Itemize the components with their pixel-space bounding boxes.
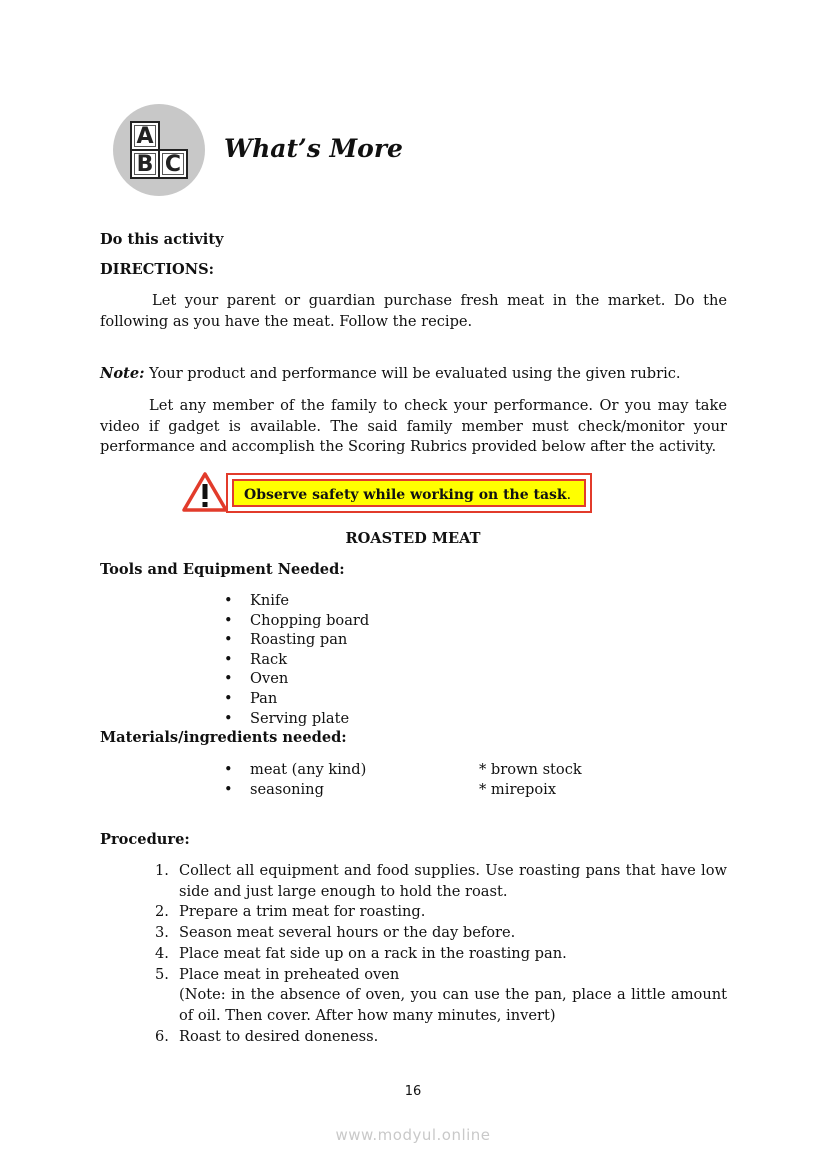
section-title: What’s More bbox=[224, 134, 403, 163]
note-line bbox=[100, 364, 727, 385]
block-b: B bbox=[130, 149, 160, 179]
block-a: A bbox=[130, 121, 160, 151]
list-item: • Pan bbox=[224, 689, 369, 709]
recipe-title: ROASTED MEAT bbox=[345, 530, 481, 547]
page-number: 16 bbox=[404, 1084, 422, 1099]
procedure-step: 4. Place meat fat side up on a rack in the roasting pan. bbox=[155, 944, 567, 962]
activity-label: Do this activity bbox=[100, 231, 224, 248]
materials-label: Materials/ingredients needed: bbox=[100, 729, 347, 746]
directions-text: Let your parent or guardian purchase fresh meat in the market. Do the following as you have the meat. Follow the recipe. bbox=[100, 292, 727, 330]
procedure-step: 6. Roast to desired doneness. bbox=[155, 1027, 379, 1045]
list-item: • Chopping board bbox=[224, 611, 369, 631]
instructions-paragraph: Let any member of the family to check your performance. Or you may take video if gadget is available. The said family member must check/monitor your performance and accomplish the Scoring Rubrics provided below after the activity. bbox=[100, 397, 727, 455]
procedure-step-note: (Note: in the absence of oven, you can use the pan, place a little amount of oil. Then cover. After how many minutes, invert) bbox=[179, 986, 727, 1024]
safety-banner-text bbox=[232, 479, 586, 507]
list-item: • Rack bbox=[224, 650, 369, 670]
list-item: * mirepoix bbox=[479, 780, 557, 798]
tools-list bbox=[224, 591, 369, 728]
procedure-step: 5. Place meat in preheated oven (Note: in the absence of oven, you can use the pan, place a little amount of oil. Then cover. After how many minutes, invert) bbox=[155, 965, 727, 1024]
note-label: Note: bbox=[100, 365, 145, 382]
list-item: • Oven bbox=[224, 669, 369, 689]
tools-label: Tools and Equipment Needed: bbox=[100, 561, 345, 578]
list-item: • meat (any kind) bbox=[224, 760, 366, 780]
safety-message: Observe safety while working on the task bbox=[244, 487, 567, 503]
list-item: • Knife bbox=[224, 591, 369, 611]
list-item: • seasoning bbox=[224, 780, 366, 800]
materials-list-right bbox=[479, 760, 582, 799]
warning-triangle-icon bbox=[182, 472, 228, 512]
procedure-steps bbox=[155, 861, 727, 1047]
watermark: www.modyul.online bbox=[335, 1126, 491, 1144]
note-text: Your product and performance will be evaluated using the given rubric. bbox=[144, 365, 681, 382]
procedure-step: 1. Collect all equipment and food supplies. Use roasting pans that have low side and just large enough to hold the roast. bbox=[155, 862, 727, 900]
list-item: • Roasting pan bbox=[224, 630, 369, 650]
procedure-label: Procedure: bbox=[100, 831, 190, 848]
materials-list-left bbox=[224, 760, 366, 799]
safety-banner bbox=[226, 473, 592, 513]
procedure-step: 3. Season meat several hours or the day before. bbox=[155, 924, 516, 942]
abc-blocks-icon bbox=[113, 104, 205, 196]
directions-label: DIRECTIONS: bbox=[100, 261, 215, 278]
list-item: • Serving plate bbox=[224, 709, 369, 729]
list-item: * brown stock bbox=[479, 761, 582, 778]
procedure-step: 2. Prepare a trim meat for roasting. bbox=[155, 903, 426, 921]
block-c: C bbox=[158, 149, 188, 179]
safety-message-end: . bbox=[566, 487, 572, 503]
